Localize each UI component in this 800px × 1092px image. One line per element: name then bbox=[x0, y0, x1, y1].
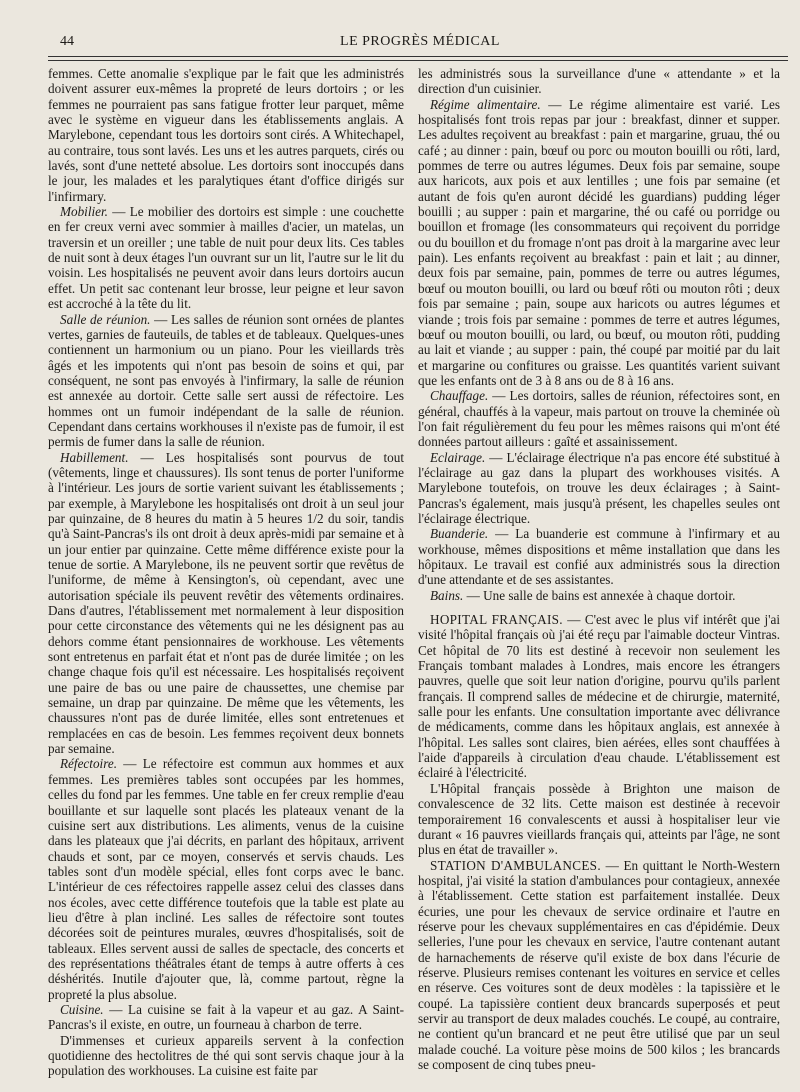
paragraph-text: — Le réfectoire est commun aux hommes et aux femmes. Les premières tables sont occupées par les hommes, celles du fond par les femmes. Une table en fer creux remplie d'eau bouillante et sur laquelle sont placés les plateaux venant de la cuisine sert aux distributions. Les aliments, venus de la cuisine dans les plateaux que j'ai décrits, en parlant des hôpitaux, arrivent chauds et sont, par ce moyen, conservés et servis chauds. Les tables sont d'un modèle spécial, elles font corps avec le banc. L'intérieur de ces réfectoires rappelle assez celui des classes dans nos écoles, avec cette différence toutefois que la table est plate au lieu d'être à plan incliné. Les salles de réfectoire sont toutes décorées soit de peintures murales, œuvres d'hospitalisés, soit de tableaux. Elles servent aussi de salles de spectacle, des concerts et des représentations théâtrales étant de temps à autre offerts à ces déshérités. Inutile d'ajouter que, là, comme partout, règne la propreté la plus absolue. bbox=[48, 756, 404, 1002]
paragraph bbox=[48, 312, 404, 450]
section-label: Régime alimentaire. bbox=[430, 96, 541, 112]
paragraph bbox=[48, 756, 404, 1002]
paragraph bbox=[418, 858, 780, 1073]
paragraph-text: — L'éclairage électrique n'a pas encore été substitué à l'éclairage au gaz dans la plupart des workhouses visités. A Marylebone toutefois, on trouve les deux éclairages ; à Saint-Pancras's également, mais jusqu'à présent, les chapelles seules ont l'éclairage électrique. bbox=[418, 449, 780, 526]
paragraph-text: L'Hôpital français possède à Brighton une maison de convalescence de 32 lits. Cette maison est destinée à recevoir temporairement 16 convalescents et aussi à hospitaliser leur vie durant « 16 pauvres vieillards français qui, atteints par l'âge, ne sont plus en état de travailler ». bbox=[418, 780, 780, 858]
paragraph-text: — La buanderie est commune à l'infirmary et au workhouse, mêmes dispositions et même installation que dans les hôpitaux. Le travail est confié aux administrés sous la direction d'une attendante et de ses assistantes. bbox=[418, 526, 780, 588]
paragraph-text: D'immenses et curieux appareils servent à la confection quotidienne des hectolitres de thé qui sont servis chaque jour à la population des workhouses. La cuisine est faite par bbox=[48, 1032, 404, 1079]
paragraph bbox=[48, 450, 404, 757]
paragraph-text: — Une salle de bains est annexée à chaque dortoir. bbox=[463, 587, 736, 603]
paragraph-text: les administrés sous la surveillance d'une « attendante » et la direction d'un cuisinier. bbox=[418, 66, 780, 97]
section-label: Bains. bbox=[430, 587, 464, 603]
paragraph-text: femmes. Cette anomalie s'explique par le fait que les administrés doivent assurer eux-mêmes la propreté de leurs dortoirs ; or les femmes ne pourraient pas sans fatigue frotter leur parquet, même avec le système en vigueur dans les établissements anglais. A Marylebone, cependant tous les dortoirs sont cirés. A Whitechapel, au contraire, tous sont lavés. Les uns et les autres parquets, cirés ou lavés, sont d'une netteté absolue. Les dortoirs sont inoccupés dans le jour, les malades et les paralytiques étant d'office dirigés sur l'infirmary. bbox=[48, 66, 404, 204]
paragraph-text: — En quittant le North-Western hospital, j'ai visité la station d'ambulances pour contagieux, annexée à l'établissement. Cette station est parfaitement installée. Deux écuries, une pour les chevaux de service ordinaire et l'autre en réserve pour les chevaux supplémentaires en cas d'épidémie. Deux selleries, l'une pour les chevaux en service, l'autre contenant autant de harnachements de réserve qu'il existe de box dans l'écurie de réserve. Plusieurs remises contenant les voitures en service et celles en réserve. Ces voitures sont de deux modèles : la tapissière et le coupé. La tapissière contient deux brancards superposés et peut servir au transport de deux malades couchés. Le coupé, au contraire, ne contient qu'un brancard et ne peut être utilisé que par un seul malade couché. La voiture pèse moins de 500 kilos ; les brancards se composent de cinq tubes pneu- bbox=[418, 857, 780, 1072]
paragraph bbox=[418, 450, 780, 527]
paragraph bbox=[418, 526, 780, 587]
section-label: Eclairage. bbox=[430, 449, 486, 465]
paragraph bbox=[48, 1002, 404, 1033]
paragraph-text: — Le mobilier des dortoirs est simple : une couchette en fer creux verni avec sommier à mailles d'acier, un matelas, un traversin et un oreiller ; une table de nuit pour deux lits. Ces tables de nuit sont à deux étages l'un ouvrant sur un lit, l'autre sur le lit du voisin. Les hospitalisés ne peuvent avoir dans leurs dortoirs aucun effet. Un petit sac contenant leur brosse, leur peigne et leur savon est accroché à la tête du lit. bbox=[48, 204, 404, 312]
page-number: 44 bbox=[60, 34, 74, 49]
journal-title: LE PROGRÈS MÉDICAL bbox=[340, 34, 500, 49]
left-column bbox=[48, 66, 404, 1086]
section-label: Buanderie. bbox=[430, 526, 489, 542]
header-rule bbox=[48, 56, 788, 57]
section-label: Chauffage. bbox=[430, 388, 489, 404]
paragraph-text: — Les salles de réunion sont ornées de plantes vertes, garnies de fauteuils, de tables et de tableaux. Quelques-unes contiennent un harmonium ou un piano. Pour les vieillards très âgés et les impotents qui n'ont pas besoin de soins et qui, par conséquent, ne sont pas envoyés à l'infirmary, la salle de réunion est annexée au dortoir. Cette salle sert aussi de réfectoire. Les hommes ont un fumoir indépendant de la salle de réunion. Cependant dans certains workhouses il n'existe pas de fumoir, il est permis de fumer dans la salle de réunion. bbox=[48, 311, 404, 450]
paragraph-text: — Les hospitalisés sont pourvus de tout (vêtements, linge et chaussures). Ils sont tenus de porter l'uniforme à l'intérieur. Les jours de sortie varient suivant les établissements ; par exemple, à Marylebone les hospitalisés ont droit à un seul jour par quinzaine, de 8 heures du matin à 5 heures 1/2 du soir, tandis qu'à Saint-Pancras's ils ont droit à deux après-midi par semaine et à un jour entier par quinzaine. Cette même différence existe pour la tenue de sortie. A Marylebone, ils ne peuvent sortir que revêtus de l'uniforme, de même à Kensington's, où cependant, avec une autorisation spéciale ils peuvent revêtir des vêtements ordinaires. Dans d'autres, l'établissement met normalement à leur disposition pour cette circonstance des vêtements qui ne les désignent pas au dehors comme étant pensionnaires de workhouse. Les vêtements sont entretenus en parfait état et n'ont pas de durée limitée ; on les change chaque fois qu'il est nécessaire. Les hospitalisés reçoivent une paire de bas ou une paire de chaussettes, une chemise par semaine, un drap par quinzaine. De même que les vêtements, les chaussures n'ont pas de durée limitée, elles sont entretenues et remplacées en cas de besoin. Les femmes reçoivent deux bonnets par semaine. bbox=[48, 449, 404, 757]
paragraph bbox=[418, 388, 780, 449]
paragraph bbox=[48, 1033, 404, 1079]
paragraph-text: — Les dortoirs, salles de réunion, réfectoires sont, en général, chauffés à la vapeur, mais partout on trouve la cheminée où l'on fait régulièrement du feu pour les mêmes raisons qui m'ont été données partout ailleurs : gaîté et assainissement. bbox=[418, 388, 780, 450]
section-label: Habillement. bbox=[60, 449, 129, 465]
section-label: Salle de réunion. bbox=[60, 311, 151, 327]
paragraph-text: — C'est avec le plus vif intérêt que j'ai visité l'hôpital français où j'ai été reçu par l'aimable docteur Vintras. Cet hôpital de 70 lits est destiné à recevoir non seulement les Français tombant malades à Londres, mais encore les étrangers pauvres, quelle que soit leur nation d'origine, pourvu qu'ils parlent français. Il comprend salles de médecine et de chirurgie, maternité, salle pour les enfants. Une consultation importante avec délivrance de médicaments, comme dans les hôpitaux anglais, est annexée à l'hôpital. Les salles sont claires, bien aérées, elles sont chauffées à l'aide d'appareils à circulation d'eau chaude. L'établissement est éclairé à l'électricité. bbox=[418, 612, 780, 781]
section-label: HOPITAL FRANÇAIS. bbox=[430, 612, 563, 628]
paragraph bbox=[48, 204, 404, 311]
section-label: Réfectoire. bbox=[60, 756, 117, 772]
paragraph bbox=[418, 66, 780, 97]
section-label: STATION D'AMBULANCES. bbox=[430, 857, 601, 873]
running-header bbox=[60, 34, 780, 56]
paragraph-text: — Le régime alimentaire est varié. Les hospitalisés font trois repas par jour : breakfast, dinner et supper. Les adultes reçoivent au breakfast : pain et margarine, gruau, thé ou café ; au dinner : pain, bœuf ou porc ou mouton bouilli ou rôti, lard, pommes de terre ou autres légumes. Deux fois par semaine, soupe aux haricots, aux pois et aux lentilles ; une fois par semaine (et autant de fois qu'en auront décidé les guardians) pudding léger bouilli ; au supper : pain et margarine, thé ou café ou porridge ou bouillon et fromage (les consommateurs qui reçoivent du porridge ou du bouillon et du fromage n'ont pas droit à la margarine avec leur pain). Les enfants reçoivent au breakfast : pain et lait ; au dinner, deux fois par semaine, pain, pommes de terre ou autres légumes, bœuf ou mouton bouilli, ou lard ou bœuf rôti ou mouton rôti ; deux fois par semaine ; pain, soupe aux haricots ou autres légumes et viande ; trois fois par semaine : pommes de terre et autres légumes, bœuf ou mouton bouilli, ou lard, ou bœuf, ou mouton rôti, pudding au lait et viande ; au supper : pain, thé coupé par moitié par du lait et margarine ou confitures ou graisse. Les quantités varient suivant que les enfants ont de 3 à 8 ans ou de 8 à 16 ans. bbox=[418, 96, 780, 388]
paragraph bbox=[48, 66, 404, 204]
paragraph bbox=[418, 781, 780, 858]
header-rule-thin bbox=[48, 60, 788, 61]
paragraph bbox=[418, 588, 780, 603]
right-column bbox=[418, 66, 780, 1086]
paragraph bbox=[418, 612, 780, 781]
section-label: Mobilier. bbox=[60, 204, 108, 220]
section-label: Cuisine. bbox=[60, 1001, 104, 1017]
paragraph-text: — La cuisine se fait à la vapeur et au gaz. A Saint-Pancras's il existe, en outre, un fourneau à charbon de terre. bbox=[48, 1001, 404, 1033]
paragraph bbox=[418, 97, 780, 389]
